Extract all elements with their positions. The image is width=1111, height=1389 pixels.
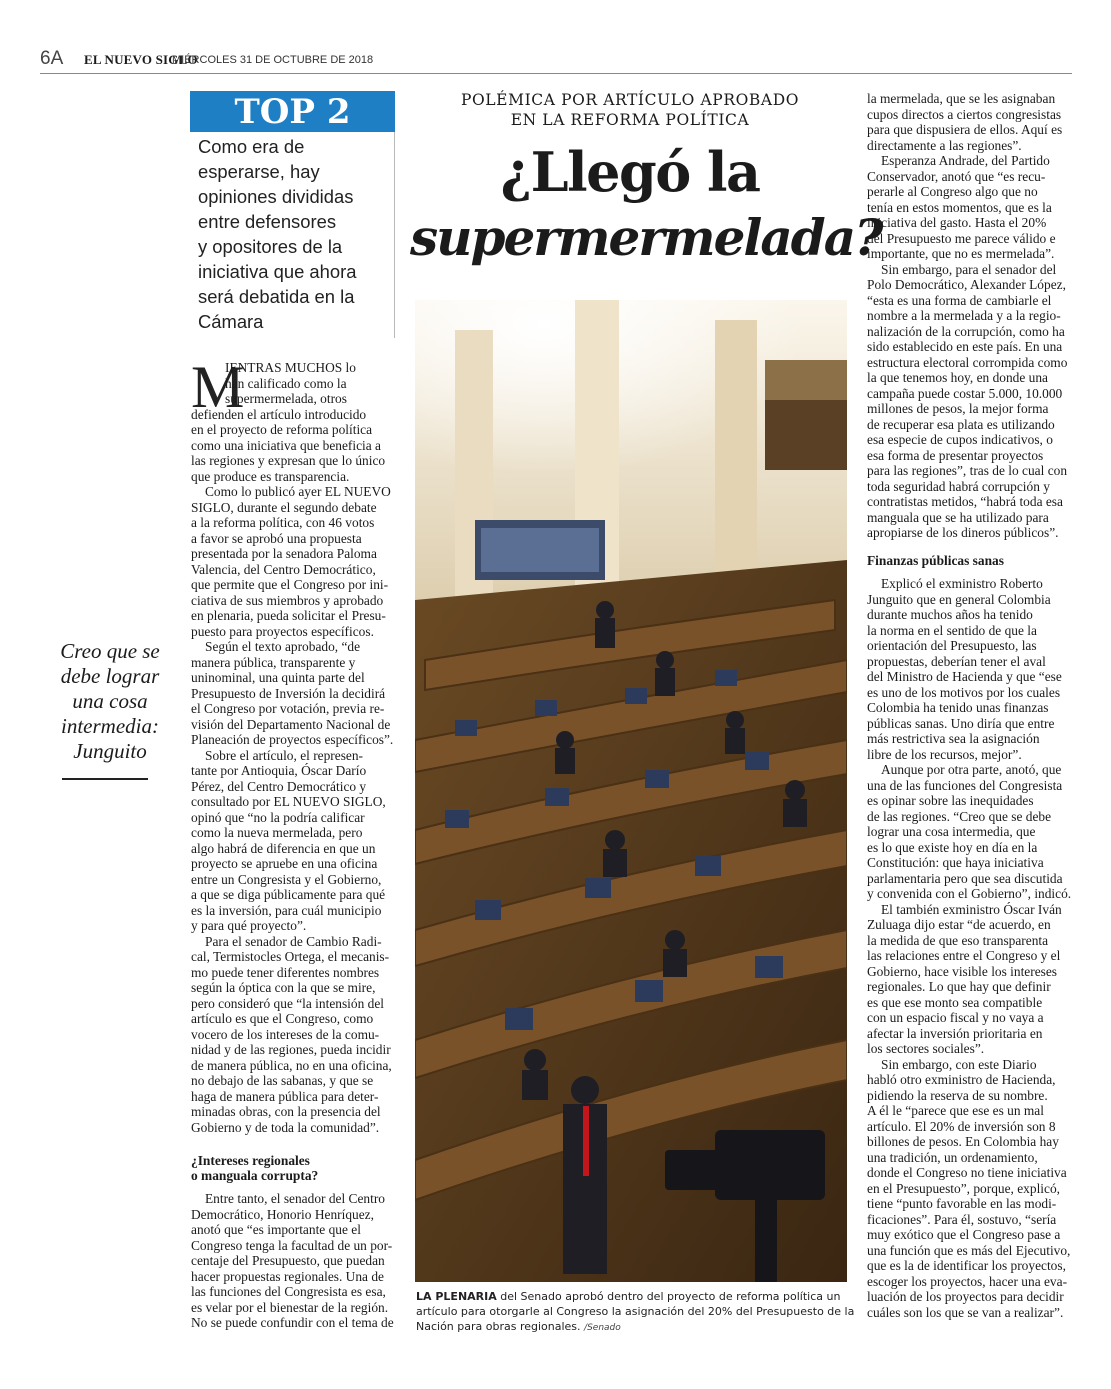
article-line: A él le “parece que ese es un mal	[867, 1103, 1044, 1118]
paper-name: EL NUEVO SIGLO	[84, 52, 198, 67]
article-line: las regiones y expresan que lo único	[191, 453, 386, 468]
photo-credit: /Senado	[584, 1323, 621, 1333]
article-line: el Congreso por votación, previa re-	[191, 701, 385, 716]
article-line: tiene “punto favorable en las modi-	[867, 1196, 1057, 1211]
article-line: sido establecido en este país. En una	[867, 339, 1063, 354]
article-line: y convenida con el Gobierno”, indicó.	[867, 886, 1072, 901]
article-line: ciativa de sus miembros y aprobado	[191, 592, 384, 608]
article-line: públicas sanas. Uno diría que entre	[867, 715, 1055, 731]
article-line: proyecto se apruebe en una oficina	[191, 856, 378, 871]
top2-line: esperarse, hay	[198, 161, 320, 182]
article-line: que produce es transparencia.	[191, 468, 350, 484]
article-line: cupos directos a ciertos congresistas	[867, 106, 1062, 122]
article-line: mo puede tener diferentes nombres	[191, 964, 380, 980]
top2-line: Cámara	[198, 311, 264, 332]
article-line: opinó que “no la podría calificar	[191, 809, 365, 825]
article-line: una función que es más del Ejecutivo,	[867, 1242, 1071, 1258]
headline-line2: supermermelada?	[410, 208, 882, 267]
article-line: es la inversión, para cuál municipio	[191, 902, 382, 918]
article-line: toda seguridad habrá corrupción y	[867, 478, 1050, 494]
pull-quote-line: Junguito	[73, 739, 147, 763]
article-line: importante, que no es mermelada”.	[867, 246, 1055, 261]
caption-text: Nación para obras regionales.	[416, 1320, 581, 1333]
article-line: los sectores sociales”.	[867, 1041, 985, 1056]
masthead-rule	[40, 73, 1072, 74]
article-line: Sin embargo, para el senador del	[881, 261, 1057, 277]
article-line: es uno de los motivos por los cuales	[867, 684, 1061, 700]
article-line: del Ministro de Hacienda y que “ese	[867, 669, 1062, 684]
article-line: afectar la inversión prioritaria en	[867, 1025, 1043, 1041]
article-line: a la reforma política, con 46 votos	[191, 515, 375, 530]
pull-quote-line: una cosa	[72, 689, 148, 713]
article-line: muy exótico que el Congreso pase a	[867, 1227, 1061, 1242]
article-line: cal, Termistocles Ortega, el mecanis-	[191, 949, 390, 964]
top2-line: será debatida en la	[198, 286, 355, 307]
article-line: presentada por la senadora Paloma	[191, 546, 377, 561]
caption-lead: LA PLENARIA	[416, 1290, 497, 1303]
article-line: durante muchos años ha tenido	[867, 607, 1033, 622]
article-line: tenía en estos momentos, que es la	[867, 199, 1052, 215]
article-line: puesto para proyectos específicos.	[191, 623, 374, 639]
article-line: billones de pesos. En Colombia hay	[867, 1134, 1059, 1149]
photo-caption-line3	[416, 1320, 621, 1333]
article-line: consultado por EL NUEVO SIGLO,	[191, 794, 386, 809]
article-line: Constitución: que haya iniciativa	[867, 855, 1044, 870]
article-line: Pérez, del Centro Democrático y	[191, 778, 367, 794]
article-line: esa forma de presentar proyectos	[867, 447, 1044, 463]
article-line: escoger los proyectos, hacer una eva-	[867, 1273, 1068, 1289]
article-line: vocero de los intereses de la comu-	[191, 1026, 380, 1042]
pull-quote-line: debe lograr	[60, 664, 160, 688]
article-line: iniciativa del gasto. Hasta el 20%	[867, 215, 1047, 230]
article-line: Como lo publicó ayer EL NUEVO	[205, 484, 391, 499]
article-line: una tradición, un ordenamiento,	[867, 1149, 1038, 1165]
top2-line: Como era de	[198, 136, 305, 157]
article-line: Según el texto aprobado, “de	[205, 639, 361, 654]
top2-line: opiniones divididas	[198, 186, 354, 207]
article-line: esa especie de cupos indicativos, o	[867, 432, 1053, 447]
article-line: Explicó el exministro Roberto	[881, 576, 1043, 591]
article-line: las funciones del Congresista es esa,	[191, 1284, 386, 1299]
article-line: uninominal, una quinta parte del	[191, 670, 365, 685]
article-line: orientación del Presupuesto, las	[867, 638, 1037, 653]
article-line: pidiendo la reserva de su nombre.	[867, 1087, 1048, 1103]
article-line: Aunque por otra parte, anotó, que	[881, 762, 1062, 777]
article-line: libre de los recursos, mejor”.	[867, 746, 1022, 762]
article-line: la medida de que eso transparenta	[867, 932, 1049, 948]
drop-cap: M	[191, 354, 245, 420]
article-line: centaje del Presupuesto, que puedan	[191, 1253, 385, 1268]
headline-kicker: POLÉMICA POR ARTÍCULO APROBADO	[460, 91, 800, 109]
article-line: defienden el artículo introducido	[191, 406, 367, 422]
article-line: es velar por el bienestar de la región.	[191, 1299, 389, 1315]
article-line: Polo Democrático, Alexander López,	[867, 277, 1066, 292]
article-line: con un espacio fiscal y no vaya a	[867, 1010, 1044, 1025]
article-line: pero consideró que “la intensión del	[191, 995, 384, 1011]
article-line: algo habrá de diferencia en que un	[191, 840, 376, 856]
article-line: artículo es que el Congreso, como	[191, 1011, 374, 1026]
article-line: Colombia ha tenido unas finanzas	[867, 700, 1049, 715]
article-line: han calificado como la	[225, 375, 347, 391]
pull-quote-line: Creo que se	[60, 639, 160, 663]
article-line: millones de pesos, la mejor forma	[867, 401, 1049, 416]
article-line: de manera pública, no en una oficina,	[191, 1057, 392, 1073]
page-number: 6A	[40, 48, 64, 69]
article-line: Valencia, del Centro Democrático,	[191, 561, 376, 577]
article-line: una de las funciones del Congresista	[867, 777, 1063, 793]
article-line: apropiarse de los dineros públicos”.	[867, 525, 1059, 540]
article-line: anotó que “es importante que el	[191, 1222, 361, 1237]
article-line: del Presupuesto me parece válido e	[867, 230, 1056, 246]
article-line: entre un Congresista y el Gobierno,	[191, 871, 382, 887]
article-line: las relaciones entre el Congreso y el	[867, 948, 1061, 963]
article-line: “esta es una forma de cambiarle el	[867, 292, 1052, 308]
article-line: Presupuesto de Inversión la decidirá	[191, 685, 386, 701]
article-line: SIGLO, durante el segundo debate	[191, 499, 377, 515]
article-line: visión del Departamento Nacional de	[191, 716, 391, 732]
senate-plenary-photo	[415, 300, 847, 1282]
photo-caption-line1	[416, 1290, 840, 1303]
article-line: perarle al Congreso algo que no	[867, 184, 1038, 199]
headline-kicker: EN LA REFORMA POLÍTICA	[510, 111, 750, 129]
issue-date: MIÉRCOLES 31 DE OCTUBRE DE 2018	[172, 54, 374, 66]
article-line: Entre tanto, el senador del Centro	[205, 1191, 385, 1206]
article-line: es lo que existe hoy en día en la	[867, 839, 1038, 855]
article-line: luación de los proyectos para decidir	[867, 1289, 1064, 1304]
article-line: Gobierno, hace visible los intereses	[867, 963, 1058, 979]
article-line: Democrático, Honorio Henríquez,	[191, 1206, 374, 1222]
article-line: ficaciones”. Para él, sostuvo, “sería	[867, 1211, 1057, 1227]
article-line: contratistas metidos, “habrá toda esa	[867, 494, 1063, 509]
article-line: es que ese monto sea compatible	[867, 994, 1043, 1010]
article-line: de recuperar esa plata es utilizando	[867, 416, 1055, 432]
article-line: Sin embargo, con este Diario	[881, 1056, 1037, 1072]
article-line: Congreso tenga la facultad de un por-	[191, 1237, 393, 1253]
photo-caption-line2: artículo para otorgarle al Congreso la asignación del 20% del Presupuesto de la	[416, 1305, 855, 1318]
article-line: supermermelada, otros	[225, 391, 347, 406]
article-line: es opinar sobre las inequidades	[867, 793, 1034, 808]
article-line: que es la de identificar los proyectos,	[867, 1258, 1066, 1273]
article-line: Junguito que en general Colombia	[867, 591, 1051, 607]
article-line: nombre a la mermelada y a la regio-	[867, 308, 1061, 323]
article-line: Conservador, anotó que “es recu-	[867, 168, 1046, 184]
article-line: estructura electoral corrompida como	[867, 354, 1068, 370]
article-line: directamente a las regiones”.	[867, 137, 1022, 153]
article-line: minadas obras, con la presencia del	[191, 1104, 381, 1119]
article-line: más restrictiva sea la asignación	[867, 731, 1040, 746]
article-line: cuáles son los que se van a realizar”.	[867, 1304, 1064, 1320]
top2-line: y opositores de la	[198, 236, 343, 257]
article-line: según la óptica con la que se mire,	[191, 980, 376, 995]
caption-text: del Senado aprobó dentro del proyecto de reforma política un	[496, 1290, 841, 1303]
article-line: a que se diga públicamente para qué	[191, 887, 386, 902]
article-line: Sobre el artículo, el represen-	[205, 747, 364, 763]
article-line: para que dispusiera de ellos. Aquí es	[867, 122, 1063, 137]
article-line: Gobierno y de toda la comunidad”.	[191, 1119, 380, 1135]
article-line: de las regiones. “Creo que se debe	[867, 808, 1052, 824]
article-line: Planeación de proyectos específicos”.	[191, 732, 394, 747]
article-line: hacer propuestas regionales. Una de	[191, 1268, 384, 1284]
plenary-illustration	[415, 300, 847, 1282]
pull-quote-line: intermedia:	[61, 714, 159, 738]
article-line: la norma en el sentido de que la	[867, 622, 1037, 638]
article-line: Para el senador de Cambio Radi-	[205, 933, 382, 949]
article-line: lograr una cosa intermedia, que	[867, 824, 1036, 839]
article-line: IENTRAS MUCHOS lo	[225, 360, 356, 375]
article-line: parlamentaria pero que sea discutida	[867, 870, 1063, 886]
article-line: no debajo de las sabanas, y que se	[191, 1073, 374, 1088]
subhead: Finanzas públicas sanas	[867, 553, 1004, 568]
article-line: que permite que el Congreso por ini-	[191, 577, 389, 592]
article-line: la mermelada, que se les asignaban	[867, 91, 1056, 106]
article-line: artículo. El 20% de inversión son 8	[867, 1118, 1056, 1134]
article-line: a favor se aprobó una propuesta	[191, 530, 362, 546]
top2-badge: TOP 2	[190, 91, 395, 132]
article-line: en plenaria, pueda solicitar el Presu-	[191, 608, 386, 623]
article-line: El también exministro Óscar Iván	[881, 901, 1062, 917]
article-line: manguala que se ha utilizado para	[867, 509, 1049, 525]
article-line: habló otro exministro de Hacienda,	[867, 1072, 1056, 1087]
article-line: y para qué proyecto”.	[191, 918, 307, 933]
article-line: nalización de la corrupción, como ha	[867, 323, 1065, 339]
article-line: en el proyecto de reforma política	[191, 422, 373, 437]
article-line: la que tenemos hoy, en donde una	[867, 370, 1048, 385]
article-line: No se puede confundir con el tema de	[191, 1315, 394, 1330]
top2-line: iniciativa que ahora	[198, 261, 357, 282]
subhead: o manguala corrupta?	[191, 1168, 319, 1183]
article-line: Esperanza Andrade, del Partido	[881, 153, 1050, 168]
article-line: para las regiones”, tras de lo cual con	[867, 463, 1068, 478]
article-line: como una iniciativa que beneficia a	[191, 437, 381, 453]
article-line: manera pública, transparente y	[191, 654, 356, 670]
headline-line1: ¿Llegó la	[500, 140, 760, 204]
article-line: regionales. Lo que hay que definir	[867, 979, 1051, 994]
article-line: en el Presupuesto”, porque, explicó,	[867, 1180, 1060, 1196]
article-line: tante por Antioquia, Óscar Darío	[191, 763, 367, 778]
article-line: nidad y de las regiones, pueda incidir	[191, 1042, 391, 1057]
article-line: haga de manera pública para deter-	[191, 1088, 379, 1104]
article-line: campaña puede costar 5.000, 10.000	[867, 385, 1063, 401]
article-line: Zuluaga dijo estar “de acuerdo, en	[867, 917, 1051, 932]
article-line: propuestas, deberían tener el aval	[867, 653, 1046, 669]
pull-quote-rule	[62, 778, 148, 780]
article-line: donde el Congreso no tiene iniciativa	[867, 1165, 1067, 1180]
subhead: ¿Intereses regionales	[191, 1153, 310, 1168]
top2-line: entre defensores	[198, 211, 337, 232]
article-line: como la nueva mermelada, pero	[191, 825, 363, 840]
